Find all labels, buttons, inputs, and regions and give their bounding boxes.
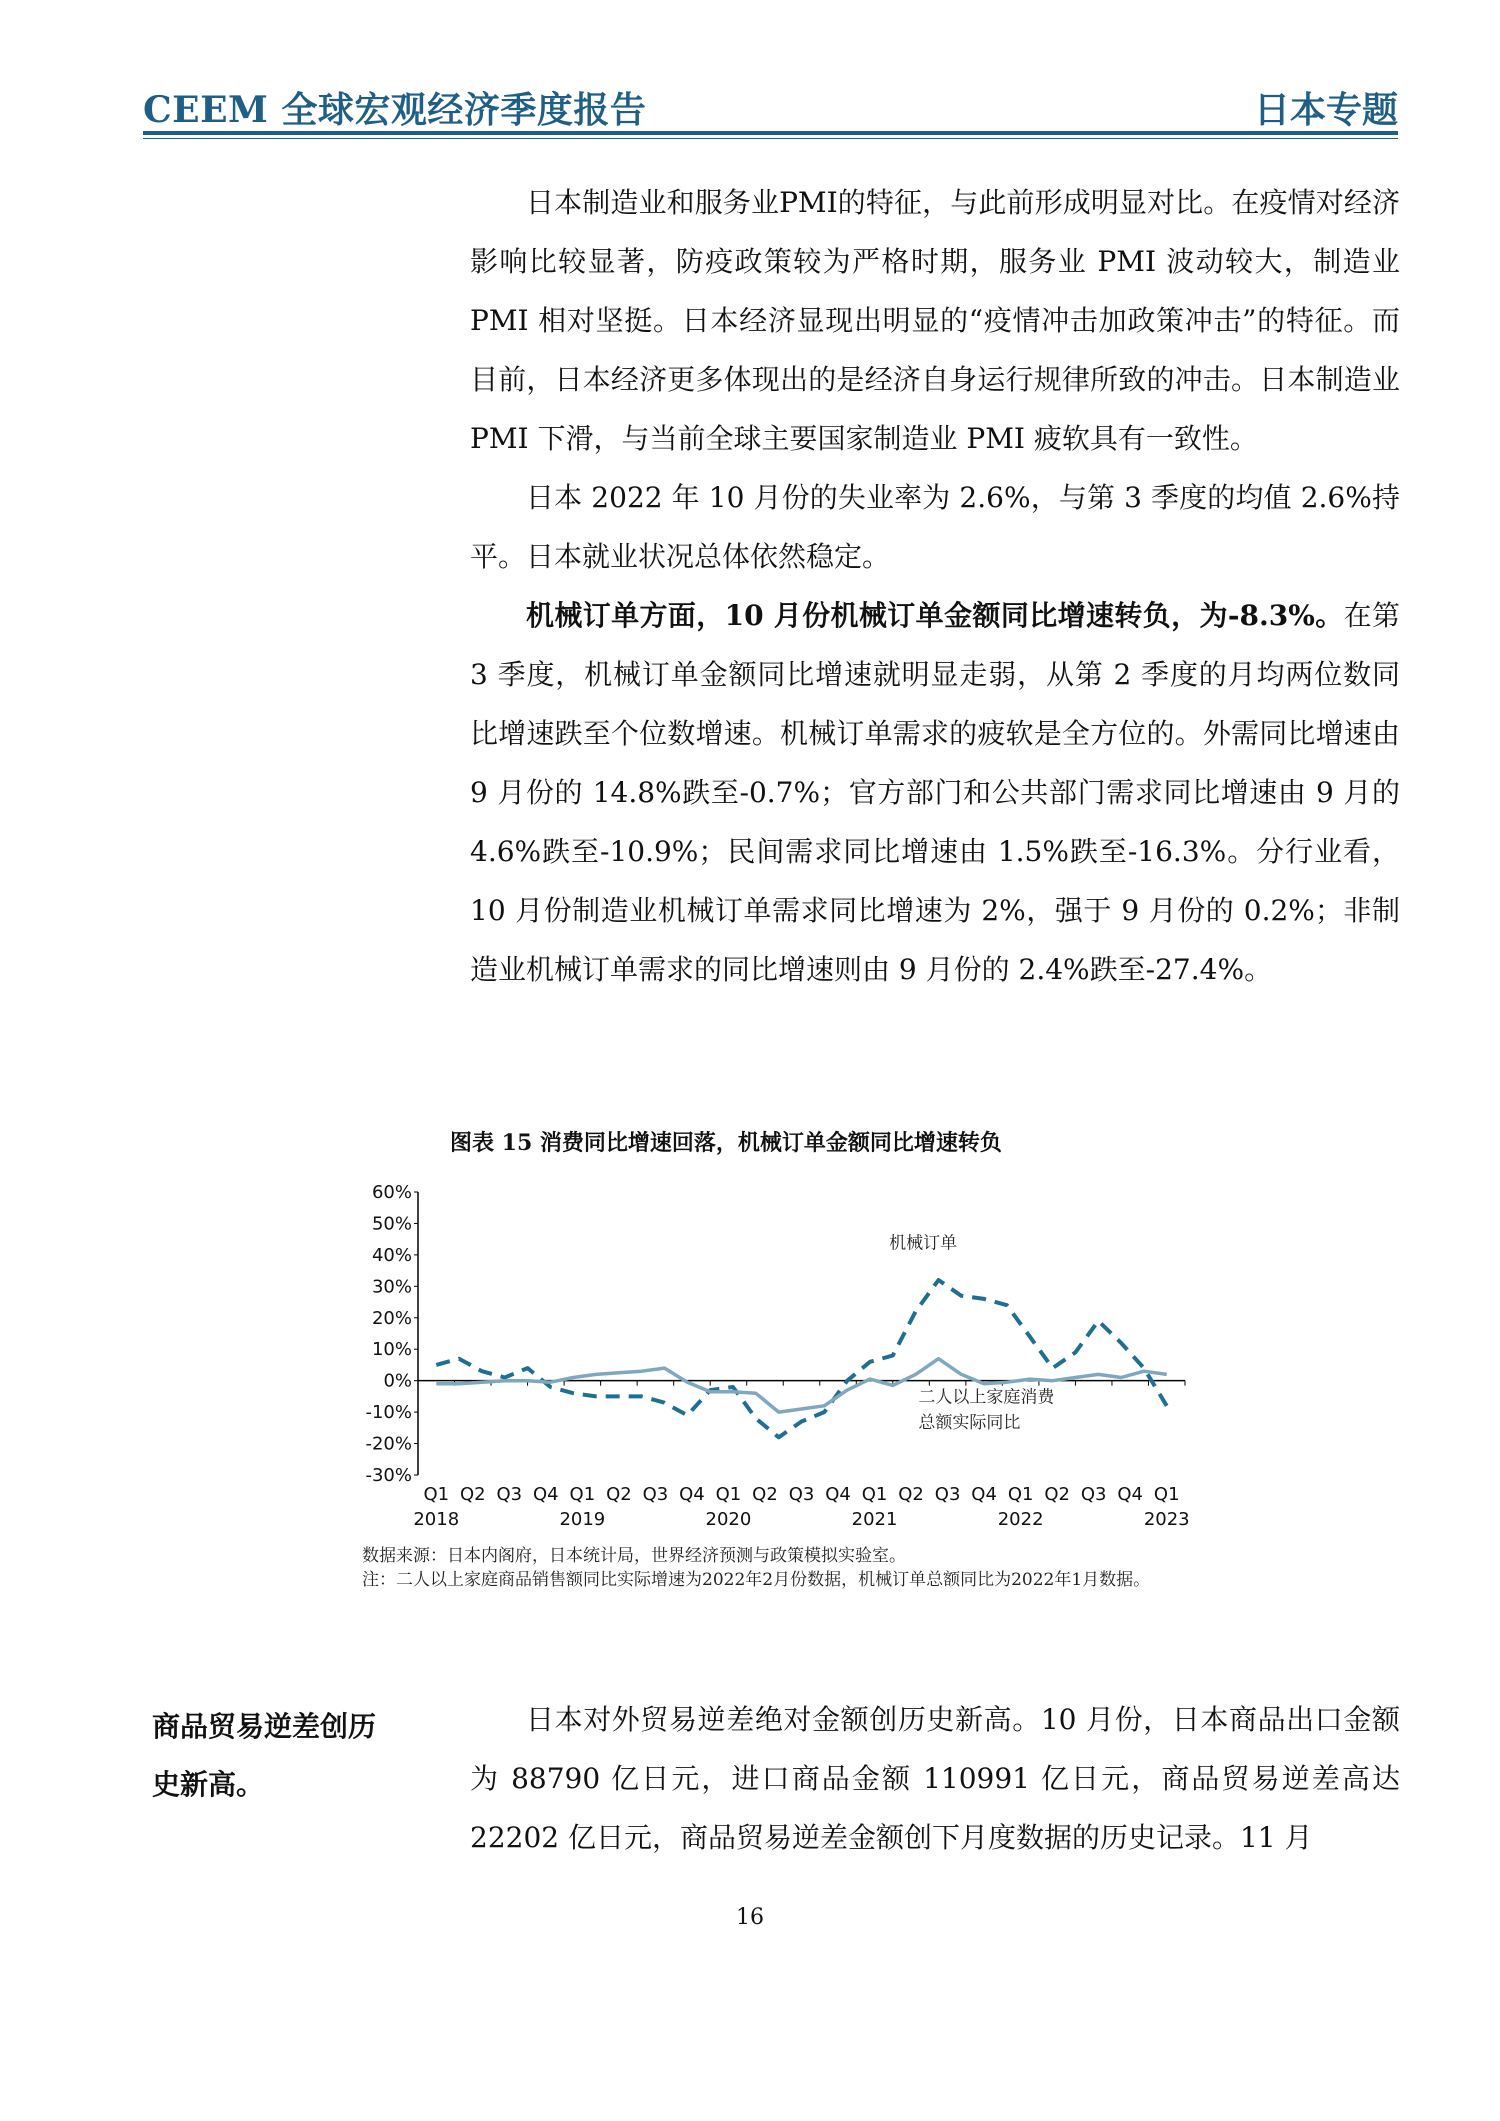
- x-year-label: 2022: [997, 1509, 1044, 1530]
- paragraph-trade-deficit: 日本对外贸易逆差绝对金额创历史新高。10 月份，日本商品出口金额为 88790 亿日元，进口商品金额 110991 亿日元，商品贸易逆差高达 22202 亿日元，商品贸易逆差金额创下月度数据的历史记录。11 月: [470, 1703, 1400, 1854]
- x-quarter-label: Q1: [861, 1484, 888, 1505]
- figure-caption: 图表 15 消费同比增速回落，机械订单金额同比增速转负: [450, 1130, 1002, 1156]
- y-tick-label: 40%: [371, 1244, 412, 1266]
- line-chart: [355, 1170, 1235, 1540]
- series-group: [436, 1280, 1166, 1437]
- x-axis-quarter-labels: [423, 1484, 1179, 1505]
- x-quarter-label: Q4: [1117, 1484, 1144, 1505]
- sidebar-heading-line1: 商品贸易逆差创历: [152, 1710, 377, 1743]
- machinery-orders-detail: 在第 3 季度，机械订单金额同比增速就明显走弱，从第 2 季度的月均两位数同比增速跌至个位数增速。机械订单需求的疲软是全方位的。外需同比增速由 9 月份的 14.8%跌至-0.7%；官方部门和公共部门需求同比增速由 9 月的 4.6%跌至-10.9%；民间需求同比增速由 1.5%跌至-16.3%。分行业看，10 月份制造业机械订单需求同比增速为 2%，强于 9 月份的 0.2%；非制造业机械订单需求的同比增速则由 9 月份的 2.4%跌至-27.4%。: [470, 599, 1400, 986]
- y-tick-label: 50%: [371, 1213, 412, 1235]
- section-topic: 日本专题: [1253, 89, 1398, 131]
- x-year-label: 2021: [851, 1509, 898, 1530]
- x-year-label: 2020: [705, 1509, 752, 1530]
- machinery-orders-lead: 机械订单方面，10 月份机械订单金额同比增速转负，为-8.3%。: [526, 599, 1344, 632]
- x-quarter-label: Q3: [788, 1484, 815, 1505]
- y-tick-label: 10%: [371, 1339, 412, 1361]
- y-tick-label: -10%: [365, 1402, 412, 1424]
- y-tick-label: -30%: [365, 1465, 412, 1486]
- data-source: 数据来源：日本内阁府，日本统计局，世界经济预测与政策模拟实验室。: [362, 1546, 906, 1566]
- figure-notes: [362, 1544, 1202, 1592]
- x-quarter-label: Q1: [569, 1484, 596, 1505]
- header-rule-thick: [143, 131, 1398, 135]
- x-quarter-label: Q2: [1044, 1484, 1070, 1505]
- x-quarter-label: Q2: [898, 1484, 924, 1505]
- y-tick-label: 30%: [371, 1276, 412, 1298]
- y-tick-label: 60%: [371, 1182, 412, 1203]
- x-quarter-label: Q3: [934, 1484, 961, 1505]
- y-tick-label: 0%: [383, 1370, 412, 1392]
- body-text: [470, 173, 1400, 999]
- annotation-machinery-orders: 机械订单: [889, 1233, 958, 1254]
- paragraph-pmi: 日本制造业和服务业PMI的特征，与此前形成明显对比。在疫情对经济影响比较显著，防疫政策较为严格时期，服务业 PMI 波动较大，制造业 PMI 相对坚挺。日本经济显现出明显的“疫情冲击加政策冲击”的特征。而目前，日本经济更多体现出的是经济自身运行规律所致的冲击。日本制造业 PMI 下滑，与当前全球主要国家制造业 PMI 疲软具有一致性。: [470, 186, 1400, 455]
- page-header: [143, 82, 1398, 132]
- y-tick-label: -20%: [365, 1433, 412, 1455]
- x-quarter-label: Q3: [1080, 1484, 1107, 1505]
- annotation-household-line1: 二人以上家庭消费: [918, 1387, 1055, 1408]
- y-axis-labels: [365, 1182, 418, 1486]
- x-quarter-label: Q3: [496, 1484, 523, 1505]
- x-quarter-label: Q4: [533, 1484, 559, 1505]
- sidebar-heading: [152, 1698, 412, 1814]
- page-number: 16: [736, 1905, 764, 1930]
- x-quarter-label: Q2: [606, 1484, 632, 1505]
- chart-note: 注：二人以上家庭商品销售额同比实际增速为2022年2月份数据，机械订单总额同比为2022年1月数据。: [362, 1570, 1151, 1590]
- x-year-label: 2023: [1143, 1509, 1190, 1530]
- series-line-0: [436, 1280, 1166, 1437]
- x-quarter-label: Q4: [971, 1484, 997, 1505]
- x-quarter-label: Q1: [715, 1484, 742, 1505]
- x-year-label: 2019: [559, 1509, 606, 1530]
- report-title: CEEM 全球宏观经济季度报告: [143, 89, 647, 131]
- x-quarter-label: Q1: [1153, 1484, 1180, 1505]
- x-quarter-label: Q2: [459, 1484, 486, 1505]
- x-quarter-label: Q1: [423, 1484, 450, 1505]
- x-quarter-label: Q4: [825, 1484, 851, 1505]
- header-rule-thin: [143, 138, 1398, 139]
- paragraph-unemployment: 日本 2022 年 10 月份的失业率为 2.6%，与第 3 季度的均值 2.6%持平。日本就业状况总体依然稳定。: [470, 481, 1400, 573]
- x-quarter-label: Q1: [1007, 1484, 1034, 1505]
- x-axis-year-labels: [413, 1509, 1189, 1530]
- trade-section: [470, 1690, 1400, 1867]
- x-year-label: 2018: [413, 1509, 460, 1530]
- x-quarter-label: Q2: [752, 1484, 778, 1505]
- annotation-household-line2: 总额实际同比: [918, 1412, 1021, 1433]
- x-quarter-label: Q4: [679, 1484, 705, 1505]
- sidebar-heading-line2: 史新高。: [152, 1768, 265, 1801]
- x-quarter-label: Q3: [642, 1484, 669, 1505]
- y-tick-label: 20%: [371, 1307, 412, 1329]
- paragraph-machinery-orders: [470, 586, 1400, 999]
